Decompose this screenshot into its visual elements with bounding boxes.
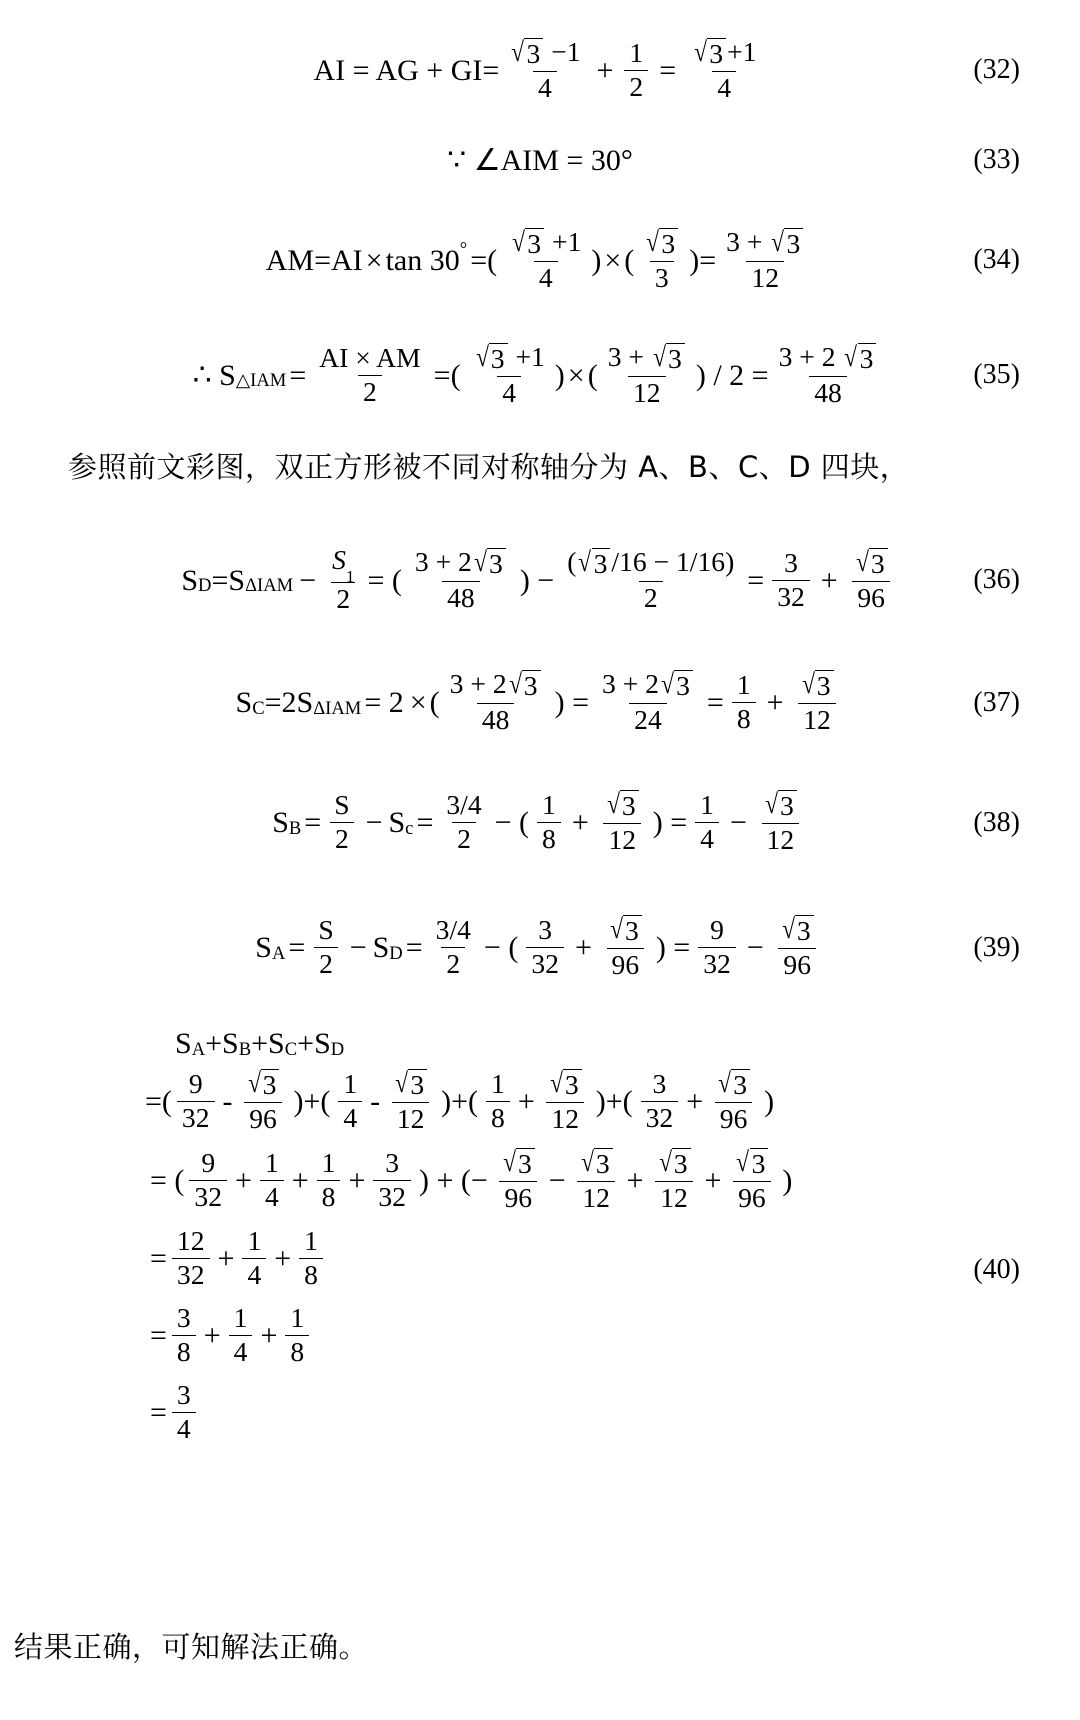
eq37-frac4: √ 3 12 [795,670,840,735]
eq40-l4-op0: + [203,1318,221,1352]
eq37-frac3: $\frac{1}{8}$ [732,671,756,734]
eq40-l1-op2: - [370,1084,381,1118]
eq40-l1-prefix: =( [145,1084,172,1118]
eq38-frac2: $\frac{3/4}{2}$ [446,789,482,854]
eq40-l2-op3: ) + (− [418,1163,488,1197]
eq40-l1-op5: )+( [595,1084,633,1118]
eq40-head-sub2: B [238,1038,252,1060]
eq36-frac2: 3 + 2 √ 3 48 [410,548,512,613]
eq39-sd: S [372,931,390,964]
eq38-minus3: − [729,806,747,839]
eq37-eq3: = [706,686,724,719]
equation-39 [0,895,1080,1000]
eq38-close: ) = [652,806,688,839]
eq36-minus: − [299,563,317,597]
eq39-minus3: − [746,931,764,964]
eq40-line-1: =( $\frac{9}{32}$ - √ 3 96 )+( $\frac{1}{4}$ - √ 3 12 )+( $\frac{1}{8}$ + √ 3 12 )+( $\frac{3}{32}$ + √ 3 96 ) [145,1067,775,1134]
eq37-open: ( [429,686,440,719]
eq38-minus1: − [365,806,383,839]
eq40-line-4: = $\frac{3}{8}$ + $\frac{1}{4}$ + $\frac{1}{8}$ [150,1304,314,1367]
eq38-sc-sub: c [405,817,414,839]
eq34-close1: ) [591,243,602,277]
eq33-body: ∵ ∠AIM = 30° [447,143,633,177]
eq35-frac4: 3 + 2 √ 3 48 [774,343,883,408]
eq39-lhs-sub: A [271,942,286,964]
equation-32 [0,35,1080,105]
eq37-lhs-sub: C [252,697,265,719]
eq37-times: × [409,686,427,719]
eq37-frac2: 3 + 2 √ 3 24 [597,670,699,735]
eq40-l2-op7: ) [782,1163,793,1197]
eq34-close2: )= [689,243,717,277]
equation-number-39: (39) [973,931,1020,963]
eq38-eq2: = [416,806,434,839]
eq39-frac5: $\frac{9}{32}$ [698,916,736,979]
eq40-line-3: = $\frac{12}{32}$ + $\frac{1}{4}$ + $\frac{1}{8}$ [150,1227,328,1290]
eq40-line-2: = ( $\frac{9}{32}$ + $\frac{1}{4}$ + $\frac{1}{8}$ + $\frac{3}{32}$ ) + (− √ 3 96 − √ 3 12 + √ 3 12 + √ 3 96 ) [150,1145,793,1213]
eq36-close1: ) − [519,563,555,597]
eq40-l2-op2: + [348,1163,366,1197]
eq40-l1-op1: )+( [293,1084,331,1118]
eq40-l3-op1: + [274,1241,292,1275]
eq34-times: × [365,243,383,277]
equation-37 [0,650,1080,755]
eq35-frac2: √ 3 +1 4 [475,340,545,408]
eq35-frac3: 3 + √ 3 12 [603,343,691,408]
eq35-open2: ( [587,358,598,392]
eq40-l2-op1: + [291,1163,309,1197]
eq40-line-head [175,1027,344,1060]
eq36-eq3: = [747,563,765,597]
eq39-lhs: S [255,931,272,964]
eq40-head-sub1: A [191,1038,206,1060]
eq38-minus2: − ( [494,806,530,839]
eq36-frac3: ( √ 3 /16 − 1/16) 2 [567,545,735,613]
eq39-frac2: $\frac{3/4}{2}$ [435,914,471,979]
eq40-l2-op0: + [235,1163,252,1197]
eq38-plus: + [571,806,589,839]
eq39-minus2: − ( [483,931,519,964]
eq35-frac1: $\frac{AI \times AM}{2}$ [319,341,421,407]
eq39-sd-sub: D [389,942,403,964]
paragraph-mid: 参照前文彩图，双正方形被不同对称轴分为 A、B、C、D 四块， [68,450,910,484]
eq32-equals: = [659,53,677,87]
paragraph-end: 结果正确，可知解法正确。 [14,1630,369,1664]
eq36-lhs: S [181,563,199,597]
eq34-open2: ( [624,243,635,277]
eq34-frac1: √ 3 +1 4 [512,225,582,293]
eq40-l2-op6: + [704,1163,722,1197]
eq39-minus1: − [349,931,367,964]
equation-36 [0,525,1080,635]
equation-35 [0,325,1080,425]
eq39-eq2: = [405,931,423,964]
eq39-frac1: $\frac{S}{2}$ [313,916,338,979]
eq35-lhs-sub: △IAM [235,370,287,392]
eq35-close2: ) / 2 = [695,358,769,392]
equation-number-35: (35) [973,359,1020,390]
equation-number-32: (32) [973,54,1020,85]
eq38-lhs: S [272,806,289,839]
eq38-frac5: $\frac{1}{4}$ [695,791,719,854]
eq34-eq-open: =( [470,243,498,277]
eq37-eq1: =2S [264,686,314,719]
eq40-head-sub4: D [330,1038,345,1060]
eq36-eq2: = ( [367,563,402,597]
eq40-head-s4: +S [297,1027,331,1060]
equation-33 [0,135,1080,185]
eq36-frac4: $\frac{3}{32}$ [772,549,810,612]
eq39-frac4: √ 3 96 [603,915,648,980]
eq36-eq1: =S [211,563,246,597]
equation-number-33: (33) [973,144,1020,175]
eq38-lhs-sub: B [288,817,302,839]
eq32-frac2: $\frac{1}{2}$ [624,39,648,102]
eq39-plus: + [574,931,592,964]
eq37-eq1-sub: ΔIAM [313,697,362,719]
eq40-l1-op0: - [222,1084,233,1118]
eq40-l3-prefix: = [150,1241,167,1275]
eq32-plus: + [596,53,614,87]
eq40-l2-op5: + [626,1163,644,1197]
eq37-close: ) = [554,686,589,719]
eq32-lhs: AI = AG + GI= [313,53,500,87]
eq36-frac1: $\frac{S_1}{2}$ [332,544,355,614]
eq32-frac3: √ 3 +1 4 [694,35,757,103]
eq38-frac6: √ 3 12 [758,790,803,855]
eq40-l1-op6: + [686,1084,704,1118]
eq40-l2-op4: − [548,1163,566,1197]
eq38-frac1: $\frac{S}{2}$ [329,791,354,854]
eq40-head-sub3: C [284,1038,298,1060]
eq38-eq1: = [304,806,322,839]
eq39-eq1: = [288,931,306,964]
eq40-head-s2: +S [205,1027,239,1060]
eq36-plus: + [820,563,838,597]
eq35-close1: ) [554,358,565,392]
eq37-lhs: S [235,686,253,719]
eq39-frac6: √ 3 96 [775,915,820,980]
equation-38 [0,770,1080,875]
eq37-eq2: = 2 [364,686,404,719]
equation-40 [0,1020,1080,1550]
eq40-l5-prefix: = [150,1395,167,1429]
eq34-lhs: AM=AI [265,243,363,277]
equation-number-36: (36) [973,564,1020,595]
equation-number-38: (38) [973,806,1020,838]
eq37-plus: + [766,686,784,719]
eq40-l1-op7: ) [764,1084,775,1118]
equation-number-40: (40) [973,1254,1020,1285]
eq36-lhs-sub: D [198,575,212,597]
eq32-frac1: √ 3 −1 4 [511,35,581,103]
equation-34 [0,215,1080,305]
eq40-l4-op1: + [260,1318,278,1352]
equation-number-37: (37) [973,686,1020,718]
eq38-frac3: $\frac{1}{8}$ [537,791,561,854]
eq36-frac5: √ 3 96 [849,548,894,613]
eq34-frac2: √ 3 3 [639,228,684,293]
eq38-frac4: √ 3 12 [600,790,645,855]
eq36-eq1-sub: ΔIAM [245,575,294,597]
eq40-head-s3: +S [251,1027,285,1060]
eq35-eq1: = [289,358,307,392]
eq34-tan: tan 30 [385,243,460,277]
eq37-frac1: 3 + 2 √ 3 48 [445,670,547,735]
eq35-eq2: =( [433,358,461,392]
eq39-close: ) = [655,931,691,964]
eq40-l4-prefix: = [150,1318,167,1352]
eq40-head-s1: S [175,1027,192,1060]
eq40-l3-op0: + [217,1241,235,1275]
eq40-l1-op4: + [517,1084,535,1118]
eq38-sc: S [388,806,406,839]
eq34-frac3: 3 + √ 3 12 [721,228,809,293]
eq40-l2-prefix: = ( [150,1163,185,1197]
eq34-times2: × [604,243,622,277]
equation-number-34: (34) [973,244,1020,275]
eq39-frac3: $\frac{3}{32}$ [526,916,564,979]
eq35-lhs: ∴ S [192,358,236,392]
eq40-line-5: = $\frac{3}{4}$ [150,1381,201,1444]
eq40-l1-op3: )+( [441,1084,479,1118]
eq34-degree: ° [459,238,468,260]
eq35-times: × [567,358,585,392]
